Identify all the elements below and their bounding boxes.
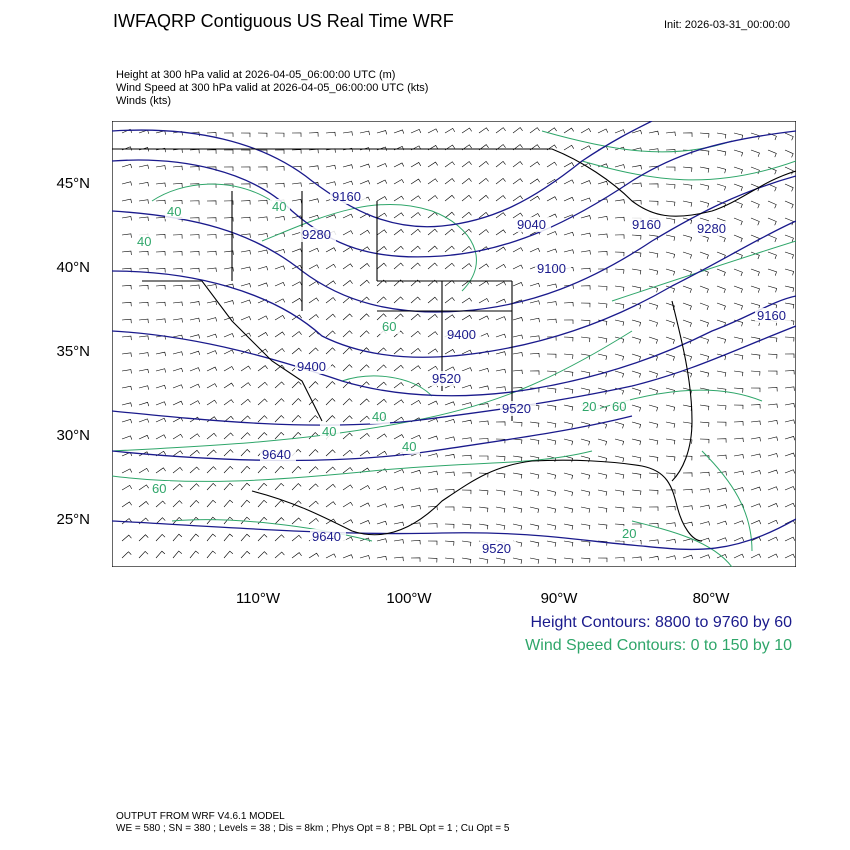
subtitle-height: Height at 300 hPa valid at 2026-04-05_06:00:00 UTC (m) [116, 69, 396, 81]
height-contour-label: 9520 [482, 541, 511, 556]
init-time: Init: 2026-03-31_00:00:00 [664, 19, 790, 31]
footer-config: WE = 580 ; SN = 380 ; Levels = 38 ; Dis = 8km ; Phys Opt = 8 ; PBL Opt = 1 ; Cu Opt = 5 [116, 823, 510, 834]
height-contour-label: 9640 [312, 529, 341, 544]
height-contour-label: 9160 [332, 189, 361, 204]
height-contour-label: 9520 [502, 401, 531, 416]
lat-label-35: 35°N [56, 343, 90, 360]
height-contour-label: 9160 [632, 217, 661, 232]
map-panel [112, 121, 796, 567]
lat-label-40: 40°N [56, 259, 90, 276]
subtitle-winds: Winds (kts) [116, 95, 171, 107]
wind-contour-label: 40 [402, 439, 417, 454]
subtitle-windspeed: Wind Speed at 300 hPa valid at 2026-04-05_06:00:00 UTC (kts) [116, 82, 429, 94]
height-contour-label: 9160 [757, 308, 786, 323]
legend-wind-contours: Wind Speed Contours: 0 to 150 by 10 [525, 637, 792, 654]
lon-label-100: 100°W [386, 590, 432, 607]
lon-label-110: 110°W [235, 590, 281, 607]
height-contour-label: 9520 [432, 371, 461, 386]
footer-model: OUTPUT FROM WRF V4.6.1 MODEL [116, 811, 285, 822]
wind-contour-label: 40 [272, 199, 287, 214]
height-contour-label: 9280 [302, 227, 331, 242]
height-contour-label: 9280 [697, 221, 726, 236]
wind-contour-label: 40 [167, 204, 182, 219]
height-contour-label: 9400 [297, 359, 326, 374]
map-title: IWFAQRP Contiguous US Real Time WRF [113, 11, 454, 31]
legend-height-contours: Height Contours: 8800 to 9760 by 60 [530, 614, 792, 631]
wind-contour-label: 40 [372, 409, 387, 424]
wind-contour-label: 60 [382, 319, 397, 334]
lat-label-45: 45°N [56, 175, 90, 192]
lon-label-90: 90°W [540, 590, 578, 607]
lat-label-30: 30°N [56, 427, 90, 444]
height-contour-label: 9640 [262, 447, 291, 462]
height-contour-label: 9040 [517, 217, 546, 232]
height-contour-label: 9400 [447, 327, 476, 342]
lon-label-80: 80°W [692, 590, 730, 607]
wind-contour-label: 40 [137, 234, 152, 249]
wind-contour-label: 40 [322, 424, 337, 439]
wind-contour-label: 20 [622, 526, 637, 541]
wind-contour-label: 60 [612, 399, 627, 414]
lat-label-25: 25°N [56, 511, 90, 528]
height-contour-label: 9100 [537, 261, 566, 276]
wind-contour-label: 20 [582, 399, 597, 414]
wind-contour-label: 60 [152, 481, 167, 496]
